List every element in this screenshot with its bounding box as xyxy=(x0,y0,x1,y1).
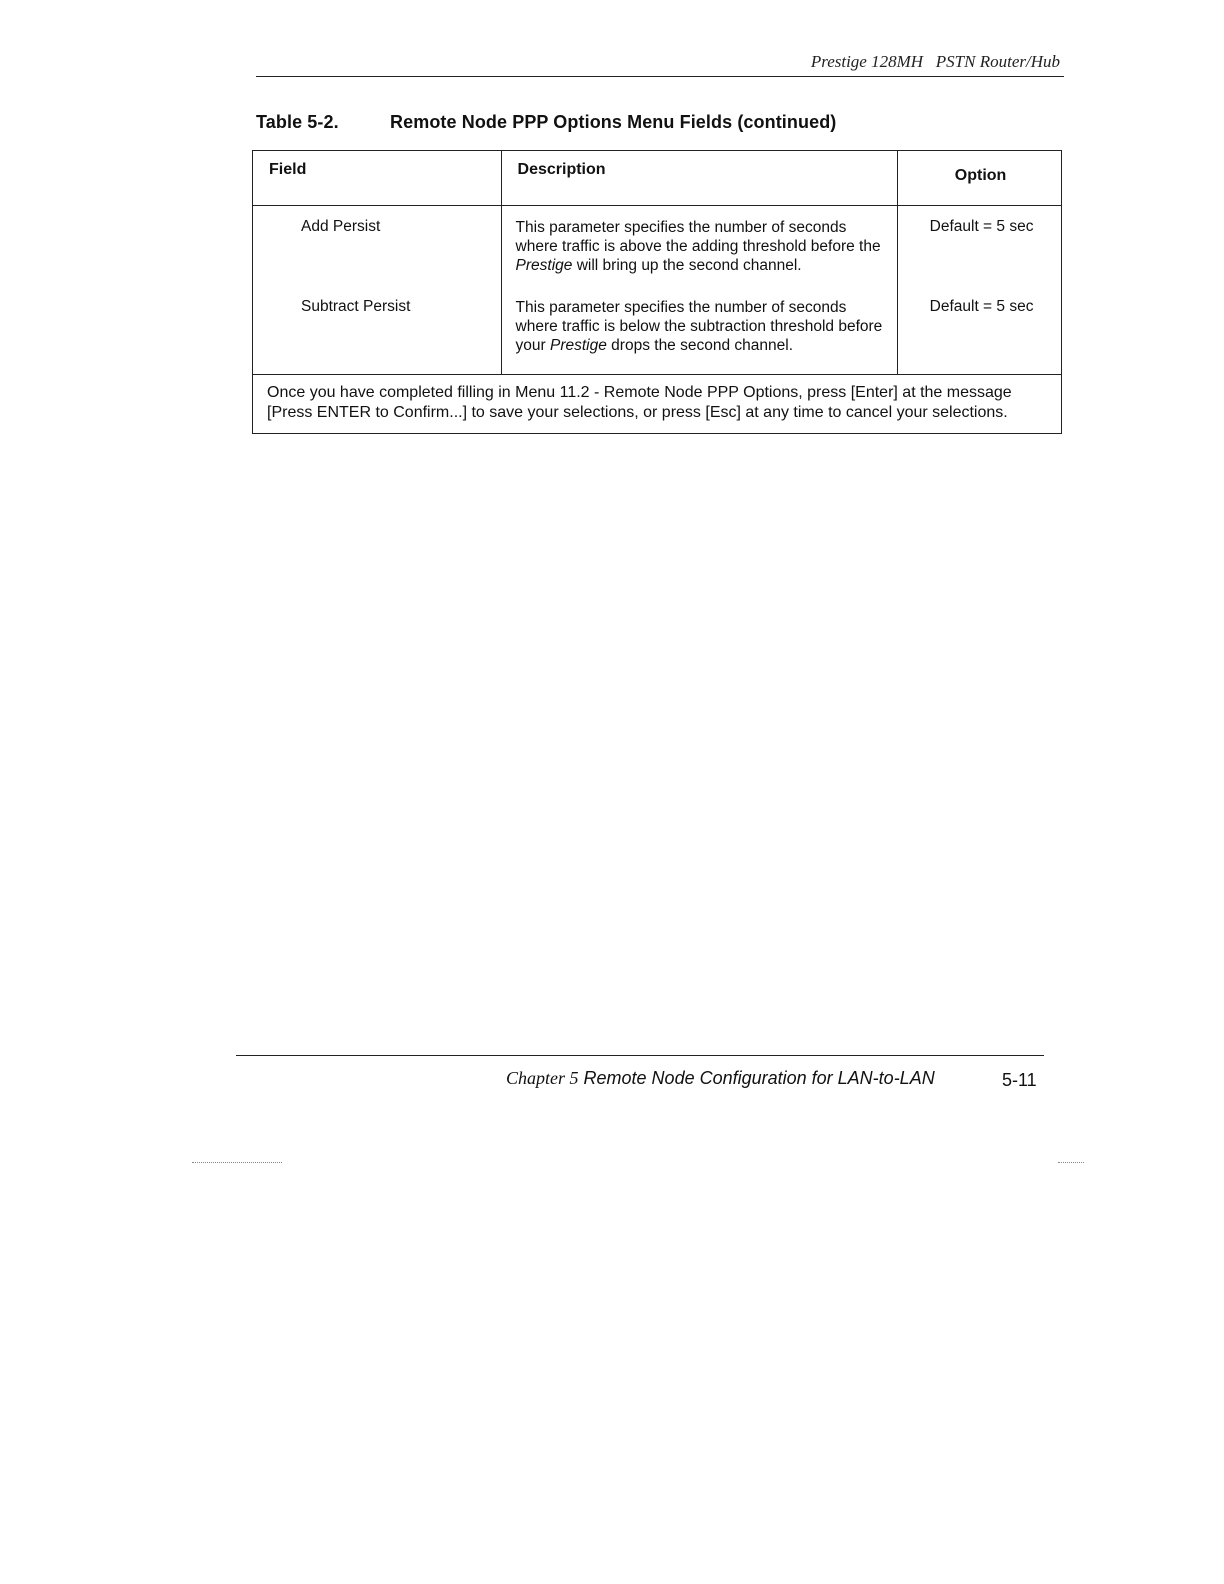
table-title: Remote Node PPP Options Menu Fields (continued) xyxy=(390,112,837,132)
product-subtitle: PSTN Router/Hub xyxy=(935,52,1060,71)
footer-rule xyxy=(236,1055,1044,1056)
column-header-field: Field xyxy=(253,151,502,206)
page-footer xyxy=(506,1068,1037,1090)
description-text-end: drops the second channel. xyxy=(606,337,794,354)
field-option: Default = 5 sec xyxy=(898,206,1062,285)
description-product-emphasis: Prestige xyxy=(550,337,607,354)
column-header-option: Option xyxy=(898,151,1062,206)
table-row xyxy=(253,284,1062,375)
field-name: Subtract Persist xyxy=(253,284,502,375)
table-caption xyxy=(256,112,836,133)
description-text: This parameter specifies the number of seconds where traffic is below the subtraction threshold before your xyxy=(515,299,883,354)
field-description xyxy=(501,284,898,375)
product-name: Prestige 128MH xyxy=(810,52,924,71)
table-note: Once you have completed filling in Menu 11.2 - Remote Node PPP Options, press [Enter] at the message [Press ENTER to Confirm...] to save your selections, or press [Esc] at any time to cancel your selections. xyxy=(253,375,1062,434)
page-number: 5-11 xyxy=(1002,1070,1037,1090)
scan-artifact-mark xyxy=(1058,1162,1084,1164)
scan-artifact-mark xyxy=(192,1162,282,1164)
field-option: Default = 5 sec xyxy=(898,284,1062,375)
chapter-title: Remote Node Configuration for LAN-to-LAN xyxy=(583,1068,935,1088)
description-text-end: will bring up the second channel. xyxy=(572,257,802,274)
field-name: Add Persist xyxy=(253,206,502,285)
column-header-description: Description xyxy=(501,151,898,206)
fields-table xyxy=(252,150,1062,434)
running-header-text xyxy=(811,52,1060,72)
chapter-label: Chapter 5 xyxy=(506,1068,579,1088)
description-text: This parameter specifies the number of seconds where traffic is above the adding threshold before the xyxy=(515,219,881,255)
table-row xyxy=(253,206,1062,285)
table-header-row xyxy=(253,151,1062,206)
table-number: Table 5-2. xyxy=(256,112,339,132)
running-header xyxy=(256,50,1064,77)
description-product-emphasis: Prestige xyxy=(515,257,573,274)
field-description xyxy=(501,206,898,285)
table-note-row xyxy=(253,375,1062,434)
